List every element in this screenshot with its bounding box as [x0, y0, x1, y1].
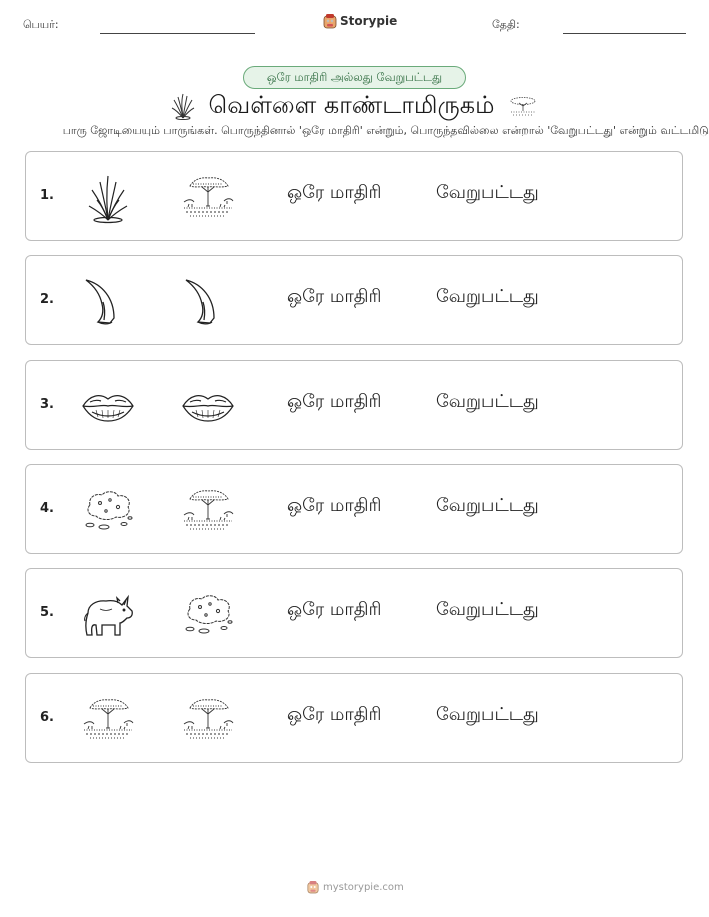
option-same[interactable]: ஒரே மாதிரி [287, 495, 382, 516]
name-label: பெயர்: [23, 18, 59, 31]
exercise-row [25, 255, 683, 345]
row-number: 2. [40, 292, 54, 307]
exercise-row [25, 568, 683, 658]
row-number: 5. [40, 605, 54, 620]
row-number: 6. [40, 710, 54, 725]
grass-decoration-icon [171, 92, 195, 120]
lips-icon [180, 379, 236, 433]
savanna-tree-icon [180, 692, 236, 746]
instructions [0, 124, 709, 144]
option-different[interactable]: வேறுபட்டது [436, 599, 539, 620]
storypie-mascot-icon [307, 880, 319, 894]
footer-url: mystorypie.com [323, 881, 404, 893]
worksheet-type-text: ஒரே மாதிரி அல்லது வேறுபட்டது [266, 69, 443, 84]
option-different[interactable]: வேறுபட்டது [436, 391, 539, 412]
brand-name: Storypie [340, 14, 398, 28]
savanna-tree-icon [180, 170, 236, 224]
footer [307, 880, 404, 894]
row-number: 1. [40, 188, 54, 203]
name-field[interactable] [100, 33, 255, 34]
lips-icon [80, 379, 136, 433]
savanna-tree-icon [180, 483, 236, 537]
exercise-row [25, 464, 683, 554]
page-title: வெள்ளை காண்டாமிருகம் [208, 90, 495, 119]
option-different[interactable]: வேறுபட்டது [436, 704, 539, 725]
option-same[interactable]: ஒரே மாதிரி [287, 182, 382, 203]
brand-logo [323, 13, 397, 29]
instructions-text: பாரு ஜோடியையும் பாருங்கள். பொருந்தினால் 'ஒரே மாதிரி' என்றும், பொருந்தவில்லை என்றால் 'வேறுபட்டது' என்றும் வட்டமிடு [62, 124, 709, 137]
option-same[interactable]: ஒரே மாதிரி [287, 704, 382, 725]
option-different[interactable]: வேறுபட்டது [436, 182, 539, 203]
horn-icon [180, 274, 236, 328]
option-different[interactable]: வேறுபட்டது [436, 495, 539, 516]
row-number: 4. [40, 501, 54, 516]
title-row [0, 86, 709, 126]
exercise-row [25, 673, 683, 763]
exercise-row [25, 360, 683, 450]
option-different[interactable]: வேறுபட்டது [436, 286, 539, 307]
date-field[interactable] [563, 33, 686, 34]
mud-puddle-icon [180, 587, 236, 641]
savanna-tree-icon [80, 692, 136, 746]
storypie-mascot-icon [323, 13, 337, 29]
grass-icon [80, 170, 136, 224]
option-same[interactable]: ஒரே மாதிரி [287, 391, 382, 412]
rhino-icon [80, 587, 136, 641]
mud-puddle-icon [80, 483, 136, 537]
date-label: தேதி: [492, 18, 520, 31]
option-same[interactable]: ஒரே மாதிரி [287, 286, 382, 307]
row-number: 3. [40, 397, 54, 412]
savanna-decoration-icon [508, 95, 538, 117]
exercise-row [25, 151, 683, 241]
option-same[interactable]: ஒரே மாதிரி [287, 599, 382, 620]
horn-icon [80, 274, 136, 328]
